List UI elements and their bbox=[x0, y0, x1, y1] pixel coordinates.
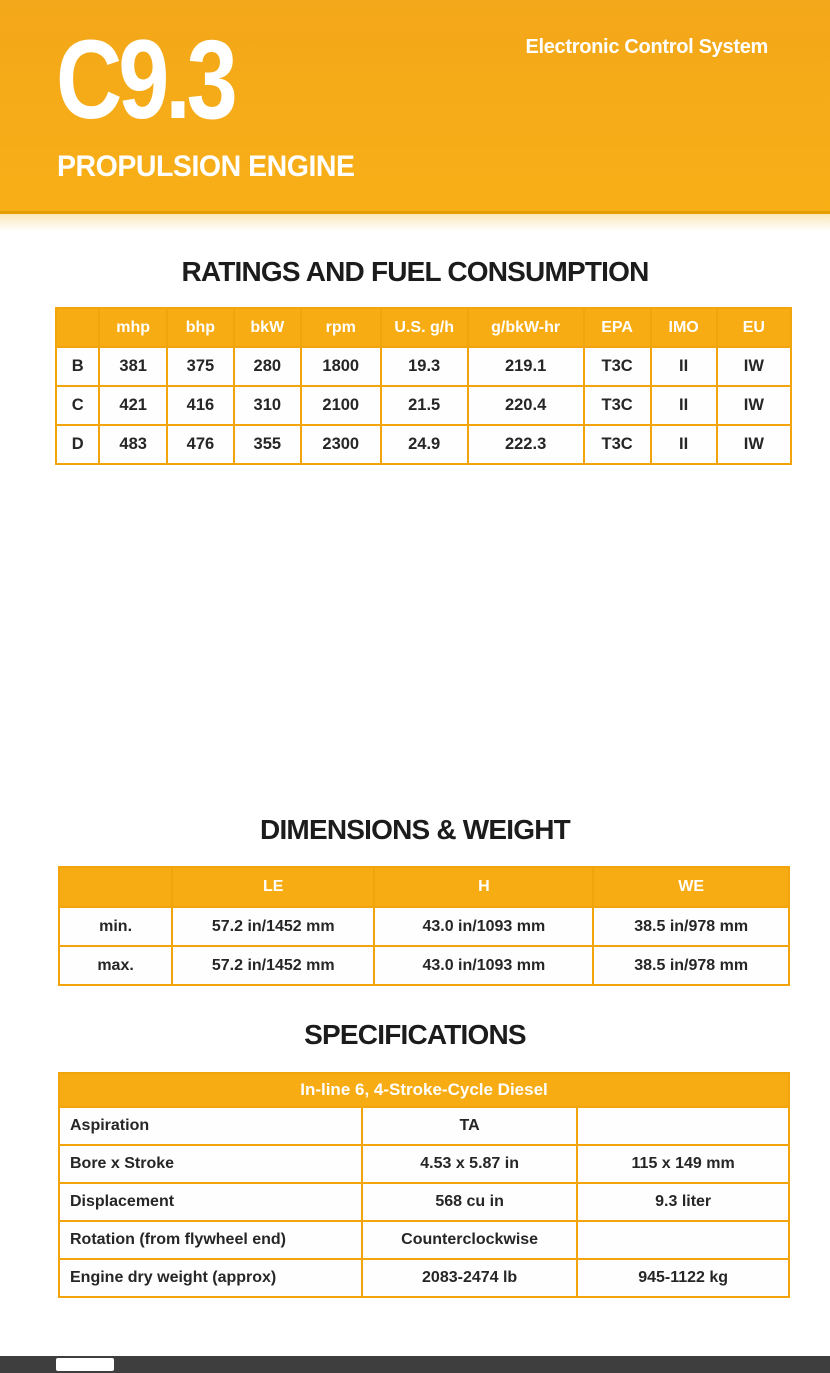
column-header-we: WE bbox=[593, 867, 789, 907]
table-cell: 43.0 in/1093 mm bbox=[374, 907, 593, 946]
table-cell: T3C bbox=[584, 425, 651, 464]
bottom-edge-bar bbox=[0, 1356, 830, 1373]
ratings-header-row bbox=[56, 308, 791, 347]
column-header-eu: EU bbox=[717, 308, 791, 347]
column-header-h: H bbox=[374, 867, 593, 907]
spec-label: Aspiration bbox=[59, 1107, 362, 1145]
column-header-le: LE bbox=[172, 867, 374, 907]
spec-label: Bore x Stroke bbox=[59, 1145, 362, 1183]
table-cell: IW bbox=[717, 386, 791, 425]
column-header-mhp: mhp bbox=[99, 308, 167, 347]
ratings-row-c bbox=[56, 386, 791, 425]
table-cell: 19.3 bbox=[381, 347, 468, 386]
table-cell: 57.2 in/1452 mm bbox=[172, 946, 374, 985]
specifications-table bbox=[58, 1072, 790, 1298]
table-cell: II bbox=[651, 425, 717, 464]
dimensions-row-max bbox=[59, 946, 789, 985]
header-banner bbox=[0, 0, 830, 214]
engine-config-header: In-line 6, 4-Stroke-Cycle Diesel bbox=[59, 1073, 789, 1107]
spec-value: 2083-2474 lb bbox=[362, 1259, 577, 1297]
table-cell: 57.2 in/1452 mm bbox=[172, 907, 374, 946]
specifications-header-row bbox=[59, 1073, 789, 1107]
spec-value: TA bbox=[362, 1107, 577, 1145]
spec-row-aspiration bbox=[59, 1107, 789, 1145]
spec-row-displacement bbox=[59, 1183, 789, 1221]
row-label: min. bbox=[59, 907, 172, 946]
engine-type-subtitle: PROPULSION ENGINE bbox=[57, 150, 355, 183]
dimensions-section-title: DIMENSIONS & WEIGHT bbox=[260, 814, 570, 845]
column-header-bkw: bkW bbox=[234, 308, 301, 347]
table-cell: 38.5 in/978 mm bbox=[593, 946, 789, 985]
spec-value: 568 cu in bbox=[362, 1183, 577, 1221]
row-label: C bbox=[56, 386, 99, 425]
table-cell: 310 bbox=[234, 386, 301, 425]
dimensions-row-min bbox=[59, 907, 789, 946]
column-header-epa: EPA bbox=[584, 308, 651, 347]
column-header bbox=[56, 308, 99, 347]
spec-label: Displacement bbox=[59, 1183, 362, 1221]
spec-value bbox=[577, 1107, 789, 1145]
column-header-us-gh: U.S. g/h bbox=[381, 308, 468, 347]
control-system-tagline: Electronic Control System bbox=[525, 36, 768, 58]
spec-value: 115 x 149 mm bbox=[577, 1145, 789, 1183]
spec-label: Engine dry weight (approx) bbox=[59, 1259, 362, 1297]
table-cell: 43.0 in/1093 mm bbox=[374, 946, 593, 985]
row-label: D bbox=[56, 425, 99, 464]
specifications-section-title: SPECIFICATIONS bbox=[304, 1019, 526, 1050]
table-cell: 483 bbox=[99, 425, 167, 464]
table-cell: T3C bbox=[584, 347, 651, 386]
table-cell: 375 bbox=[167, 347, 234, 386]
table-cell: 222.3 bbox=[468, 425, 584, 464]
table-cell: 2300 bbox=[301, 425, 381, 464]
table-cell: IW bbox=[717, 425, 791, 464]
spec-row-dry-weight bbox=[59, 1259, 789, 1297]
table-cell: 476 bbox=[167, 425, 234, 464]
table-cell: 24.9 bbox=[381, 425, 468, 464]
spec-value: Counterclockwise bbox=[362, 1221, 577, 1259]
column-header-gbkwhr: g/bkW-hr bbox=[468, 308, 584, 347]
table-cell: 355 bbox=[234, 425, 301, 464]
dimensions-header-row bbox=[59, 867, 789, 907]
table-cell: 38.5 in/978 mm bbox=[593, 907, 789, 946]
table-cell: 2100 bbox=[301, 386, 381, 425]
spec-value bbox=[577, 1221, 789, 1259]
ratings-row-d bbox=[56, 425, 791, 464]
table-cell: 416 bbox=[167, 386, 234, 425]
spec-row-rotation bbox=[59, 1221, 789, 1259]
table-cell: 421 bbox=[99, 386, 167, 425]
spec-value: 945-1122 kg bbox=[577, 1259, 789, 1297]
column-header-rpm: rpm bbox=[301, 308, 381, 347]
table-cell: 21.5 bbox=[381, 386, 468, 425]
row-label: max. bbox=[59, 946, 172, 985]
spec-row-bore-stroke bbox=[59, 1145, 789, 1183]
engine-model-title: C9.3 bbox=[56, 17, 234, 142]
ratings-row-b bbox=[56, 347, 791, 386]
column-header-imo: IMO bbox=[651, 308, 717, 347]
table-cell: II bbox=[651, 347, 717, 386]
table-cell: 381 bbox=[99, 347, 167, 386]
table-cell: 1800 bbox=[301, 347, 381, 386]
table-cell: IW bbox=[717, 347, 791, 386]
dimensions-table bbox=[58, 866, 790, 986]
table-cell: 219.1 bbox=[468, 347, 584, 386]
ratings-table bbox=[55, 307, 792, 465]
table-cell: T3C bbox=[584, 386, 651, 425]
ratings-section-title: RATINGS AND FUEL CONSUMPTION bbox=[181, 256, 649, 287]
table-cell: II bbox=[651, 386, 717, 425]
column-header-bhp: bhp bbox=[167, 308, 234, 347]
table-cell: 220.4 bbox=[468, 386, 584, 425]
spec-value: 4.53 x 5.87 in bbox=[362, 1145, 577, 1183]
bottom-edge-notch bbox=[56, 1358, 114, 1371]
spec-label: Rotation (from flywheel end) bbox=[59, 1221, 362, 1259]
banner-fade-strip bbox=[0, 214, 830, 231]
row-label: B bbox=[56, 347, 99, 386]
column-header bbox=[59, 867, 172, 907]
table-cell: 280 bbox=[234, 347, 301, 386]
spec-value: 9.3 liter bbox=[577, 1183, 789, 1221]
